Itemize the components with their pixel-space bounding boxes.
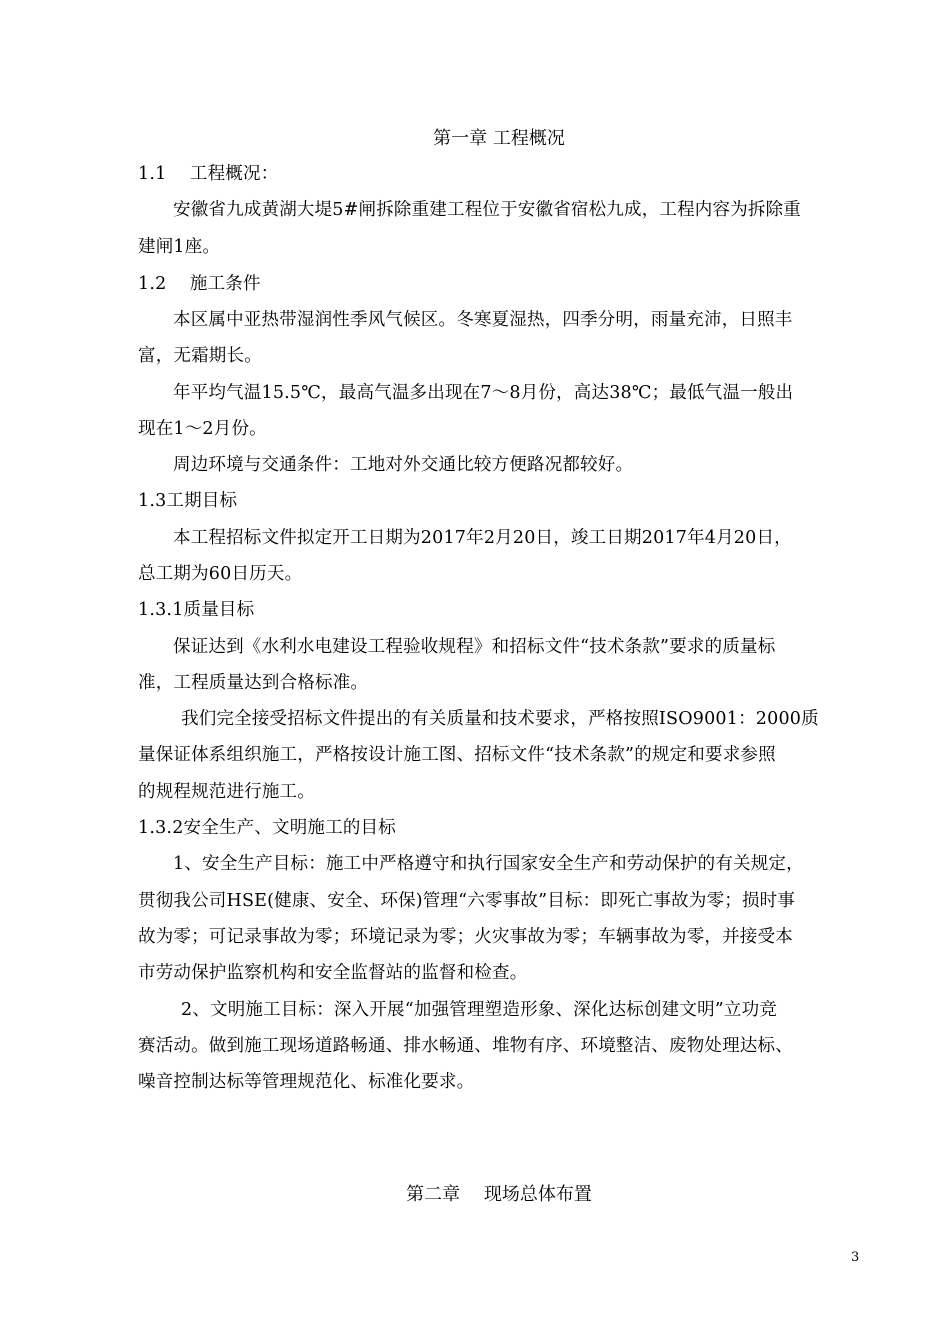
paragraph-line: 1、安全生产目标：施工中严格遵守和执行国家安全生产和劳动保护的有关规定， <box>173 854 804 874</box>
paragraph-line: 噪音控制达标等管理规范化、标准化要求。 <box>138 1072 475 1092</box>
paragraph-line: 量保证体系组织施工，严格按设计施工图、招标文件“技术条款”的规定和要求参照 <box>138 745 776 765</box>
paragraph-line: 故为零；可记录事故为零；环境记录为零；火灾事故为零；车辆事故为零，并接受本 <box>138 927 793 947</box>
page-number: 3 <box>851 1250 860 1265</box>
paragraph-line: 的规程规范进行施工。 <box>138 782 315 802</box>
section-1-3-heading: 1.3工期目标 <box>138 491 238 511</box>
paragraph-line: 我们完全接受招标文件提出的有关质量和技术要求，严格按照ISO9001：2000质 <box>181 709 819 729</box>
section-1-2-heading: 1.2 施工条件 <box>138 274 261 294</box>
paragraph-line: 保证达到《水利水电建设工程验收规程》和招标文件“技术条款”要求的质量标 <box>173 637 776 657</box>
paragraph-line: 建闸1座。 <box>138 237 221 257</box>
paragraph-line: 本工程招标文件拟定开工日期为2017年2月20日，竣工日期2017年4月20日， <box>173 528 792 548</box>
section-1-1-heading: 1.1 工程概况： <box>138 164 279 184</box>
paragraph-line: 准，工程质量达到合格标准。 <box>138 673 369 693</box>
paragraph-line: 贯彻我公司HSE(健康、安全、环保)管理“六零事故”目标：即死亡事故为零；损时事 <box>138 891 796 911</box>
paragraph-line: 安徽省九成黄湖大堤5#闸拆除重建工程位于安徽省宿松九成，工程内容为拆除重 <box>173 200 801 220</box>
paragraph-line: 富，无霜期长。 <box>138 346 262 366</box>
paragraph-line: 赛活动。做到施工现场道路畅通、排水畅通、堆物有序、环境整洁、废物处理达标、 <box>138 1036 793 1056</box>
paragraph-line: 现在1～2月份。 <box>138 419 267 439</box>
section-1-3-1-heading: 1.3.1质量目标 <box>138 600 255 620</box>
paragraph-line: 市劳动保护监察机构和安全监督站的监督和检查。 <box>138 963 528 983</box>
section-1-3-2-heading: 1.3.2安全生产、文明施工的目标 <box>138 818 396 838</box>
chapter-1-title: 第一章 工程概况 <box>433 128 565 149</box>
paragraph-line: 年平均气温15.5℃，最高气温多出现在7～8月份，高达38℃；最低气温一般出 <box>173 383 794 403</box>
paragraph-line: 2、文明施工目标：深入开展“加强管理塑造形象、深化达标创建文明”立功竞 <box>181 1000 778 1020</box>
chapter-2-title: 第二章 现场总体布置 <box>406 1184 592 1205</box>
paragraph-line: 周边环境与交通条件：工地对外交通比较方便路况都较好。 <box>173 455 634 475</box>
paragraph-line: 总工期为60日历天。 <box>138 564 303 584</box>
paragraph-line: 本区属中亚热带湿润性季风气候区。冬寒夏湿热，四季分明，雨量充沛，日照丰 <box>173 310 793 330</box>
